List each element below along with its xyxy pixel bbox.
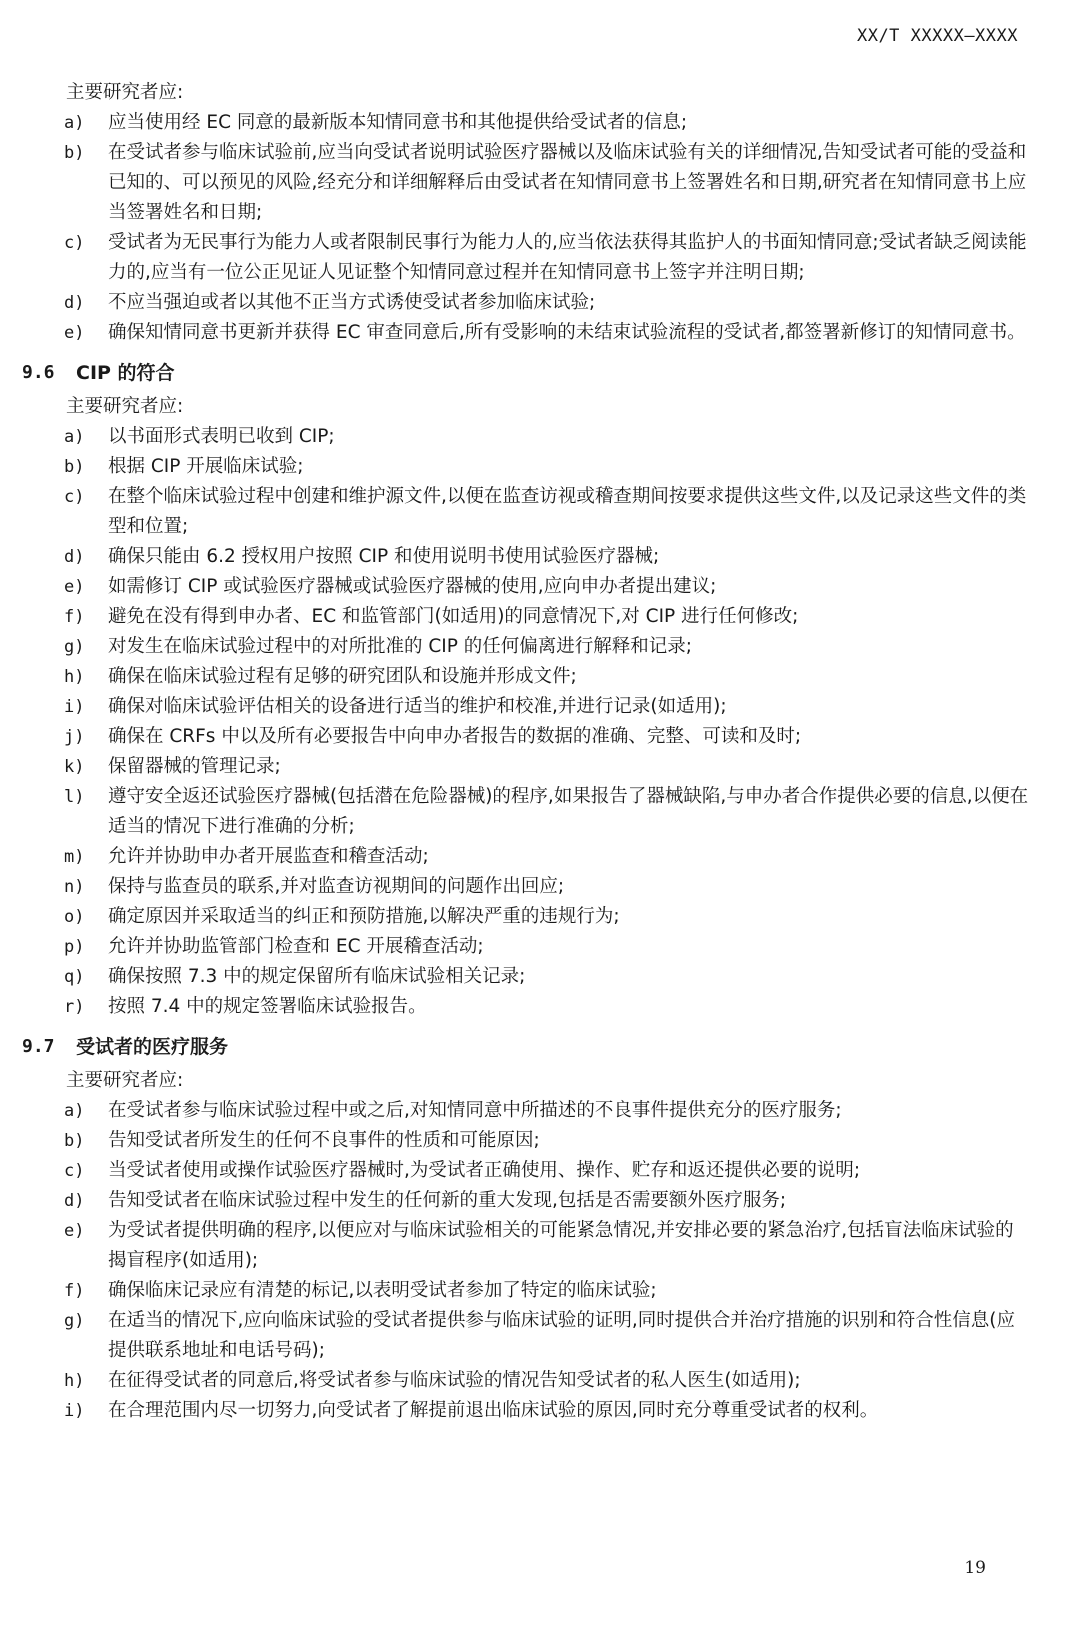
list-marker: m)	[64, 847, 85, 867]
list-marker: p)	[64, 937, 85, 957]
list-item-text: 根据 CIP 开展临床试验;	[108, 456, 304, 477]
list-marker: g)	[64, 1311, 85, 1331]
section-intro: 主要研究者应:	[66, 396, 184, 417]
list-item	[22, 692, 1032, 722]
list-item	[22, 1096, 1032, 1126]
list-item-text: 告知受试者在临床试验过程中发生的任何新的重大发现,包括是否需要额外医疗服务;	[108, 1190, 787, 1211]
list-marker: e)	[64, 1221, 85, 1241]
section-intro: 主要研究者应:	[66, 1070, 184, 1091]
list-item	[22, 318, 1032, 348]
list-item	[22, 1186, 1032, 1216]
list-item-text: 保持与监查员的联系,并对监查访视期间的问题作出回应;	[108, 876, 565, 897]
list-item	[22, 602, 1032, 632]
list-item-text: 按照 7.4 中的规定签署临床试验报告。	[108, 996, 427, 1017]
list-item-text: 避免在没有得到申办者、EC 和监管部门(如适用)的同意情况下,对 CIP 进行任何修改;	[108, 606, 799, 627]
list-item-text: 确保对临床试验评估相关的设备进行适当的维护和校准,并进行记录(如适用);	[108, 696, 727, 717]
list-marker: a)	[64, 1101, 85, 1121]
list-item	[22, 782, 1032, 842]
section-heading	[22, 358, 1032, 388]
list-marker: j)	[64, 727, 85, 747]
list-item	[22, 752, 1032, 782]
list-item-text: 如需修订 CIP 或试验医疗器械或试验医疗器械的使用,应向申办者提出建议;	[108, 576, 717, 597]
section-number: 9.7	[22, 1036, 55, 1057]
list-item	[22, 902, 1032, 932]
section-intro: 主要研究者应:	[66, 82, 184, 103]
list-item-text: 确定原因并采取适当的纠正和预防措施,以解决严重的违规行为;	[108, 906, 620, 927]
list-marker: b)	[64, 1131, 85, 1151]
list-item	[22, 992, 1032, 1022]
list-marker: d)	[64, 293, 85, 313]
list-item-text: 在受试者参与临床试验前,应当向受试者说明试验医疗器械以及临床试验有关的详细情况,告知受试者可能的受益和已知的、可以预见的风险,经充分和详细解释后由受试者在知情同意书上签署姓名和日期,研究者在知情同意书上应当签署姓名和日期;	[108, 142, 1027, 223]
list-marker: f)	[64, 607, 85, 627]
list-marker: h)	[64, 1371, 85, 1391]
list-item	[22, 662, 1032, 692]
list-item-text: 以书面形式表明已收到 CIP;	[108, 426, 335, 447]
list-marker: n)	[64, 877, 85, 897]
document-body	[22, 78, 1032, 1426]
list-item-text: 为受试者提供明确的程序,以便应对与临床试验相关的可能紧急情况,并安排必要的紧急治疗,包括盲法临床试验的揭盲程序(如适用);	[108, 1220, 1014, 1271]
list-item	[22, 422, 1032, 452]
list-item-text: 确保按照 7.3 中的规定保留所有临床试验相关记录;	[108, 966, 526, 987]
list-item	[22, 572, 1032, 602]
list-item-text: 当受试者使用或操作试验医疗器械时,为受试者正确使用、操作、贮存和返还提供必要的说明;	[108, 1160, 861, 1181]
list-item	[22, 288, 1032, 318]
list-item-text: 确保临床记录应有清楚的标记,以表明受试者参加了特定的临床试验;	[108, 1280, 657, 1301]
list-item	[22, 452, 1032, 482]
list-item	[22, 542, 1032, 572]
section-number: 9.6	[22, 362, 55, 383]
list-marker: g)	[64, 637, 85, 657]
list-item-text: 允许并协助监管部门检查和 EC 开展稽查活动;	[108, 936, 484, 957]
list-marker: i)	[64, 697, 85, 717]
list-item	[22, 228, 1032, 288]
list-item	[22, 1306, 1032, 1366]
list-item	[22, 108, 1032, 138]
list-marker: e)	[64, 577, 85, 597]
list-item-text: 在征得受试者的同意后,将受试者参与临床试验的情况告知受试者的私人医生(如适用);	[108, 1370, 801, 1391]
list-item	[22, 1366, 1032, 1396]
list-item-text: 确保在 CRFs 中以及所有必要报告中向申办者报告的数据的准确、完整、可读和及时;	[108, 726, 802, 747]
section-9-6	[22, 358, 1032, 1022]
list-item-text: 在适当的情况下,应向临床试验的受试者提供参与临床试验的证明,同时提供合并治疗措施的识别和符合性信息(应提供联系地址和电话号码);	[108, 1310, 1015, 1361]
list-item	[22, 1276, 1032, 1306]
list-item	[22, 932, 1032, 962]
list-marker: a)	[64, 427, 85, 447]
list-item	[22, 1156, 1032, 1186]
list-marker: q)	[64, 967, 85, 987]
list-marker: b)	[64, 457, 85, 477]
list-item	[22, 482, 1032, 542]
list-item	[22, 872, 1032, 902]
list-marker: i)	[64, 1401, 85, 1421]
list-item	[22, 842, 1032, 872]
section-heading	[22, 1032, 1032, 1062]
list-item-text: 确保知情同意书更新并获得 EC 审查同意后,所有受影响的未结束试验流程的受试者,都签署新修订的知情同意书。	[108, 322, 1026, 343]
list-item-text: 允许并协助申办者开展监查和稽查活动;	[108, 846, 429, 867]
list-marker: l)	[64, 787, 85, 807]
list-marker: k)	[64, 757, 85, 777]
list-item	[22, 962, 1032, 992]
section-title: CIP 的符合	[76, 362, 175, 384]
list-marker: c)	[64, 233, 85, 253]
list-marker: b)	[64, 143, 85, 163]
list-item-text: 在整个临床试验过程中创建和维护源文件,以便在监查访视或稽查期间按要求提供这些文件,以及记录这些文件的类型和位置;	[108, 486, 1027, 537]
list-item	[22, 632, 1032, 662]
list-item-text: 遵守安全返还试验医疗器械(包括潜在危险器械)的程序,如果报告了器械缺陷,与申办者合作提供必要的信息,以便在适当的情况下进行准确的分析;	[108, 786, 1029, 837]
list-item-text: 确保只能由 6.2 授权用户按照 CIP 和使用说明书使用试验医疗器械;	[108, 546, 660, 567]
list-item-text: 保留器械的管理记录;	[108, 756, 281, 777]
list-item	[22, 1126, 1032, 1156]
list-item	[22, 138, 1032, 228]
section-block-1	[22, 78, 1032, 348]
list-marker: d)	[64, 1191, 85, 1211]
section-title: 受试者的医疗服务	[76, 1036, 229, 1058]
list-marker: d)	[64, 547, 85, 567]
list-item-text: 确保在临床试验过程有足够的研究团队和设施并形成文件;	[108, 666, 577, 687]
document-id-header: XX/T XXXXX—XXXX	[856, 26, 1018, 46]
list-item-text: 对发生在临床试验过程中的对所批准的 CIP 的任何偏离进行解释和记录;	[108, 636, 693, 657]
list-item-text: 不应当强迫或者以其他不正当方式诱使受试者参加临床试验;	[108, 292, 596, 313]
list-item	[22, 1216, 1032, 1276]
list-item-text: 告知受试者所发生的任何不良事件的性质和可能原因;	[108, 1130, 540, 1151]
section-9-7	[22, 1032, 1032, 1426]
list-item-text: 在受试者参与临床试验过程中或之后,对知情同意中所描述的不良事件提供充分的医疗服务;	[108, 1100, 842, 1121]
list-item	[22, 722, 1032, 752]
list-item-text: 受试者为无民事行为能力人或者限制民事行为能力人的,应当依法获得其监护人的书面知情同意;受试者缺乏阅读能力的,应当有一位公正见证人见证整个知情同意过程并在知情同意书上签字并注明日期;	[108, 232, 1027, 283]
list-marker: o)	[64, 907, 85, 927]
list-marker: a)	[64, 113, 85, 133]
page-number: 19	[964, 1558, 986, 1578]
list-item-text: 应当使用经 EC 同意的最新版本知情同意书和其他提供给受试者的信息;	[108, 112, 688, 133]
list-marker: r)	[64, 997, 85, 1017]
list-marker: f)	[64, 1281, 85, 1301]
list-marker: c)	[64, 487, 85, 507]
list-marker: h)	[64, 667, 85, 687]
list-item-text: 在合理范围内尽一切努力,向受试者了解提前退出临床试验的原因,同时充分尊重受试者的权利。	[108, 1400, 879, 1421]
list-item	[22, 1396, 1032, 1426]
list-marker: e)	[64, 323, 85, 343]
list-marker: c)	[64, 1161, 85, 1181]
